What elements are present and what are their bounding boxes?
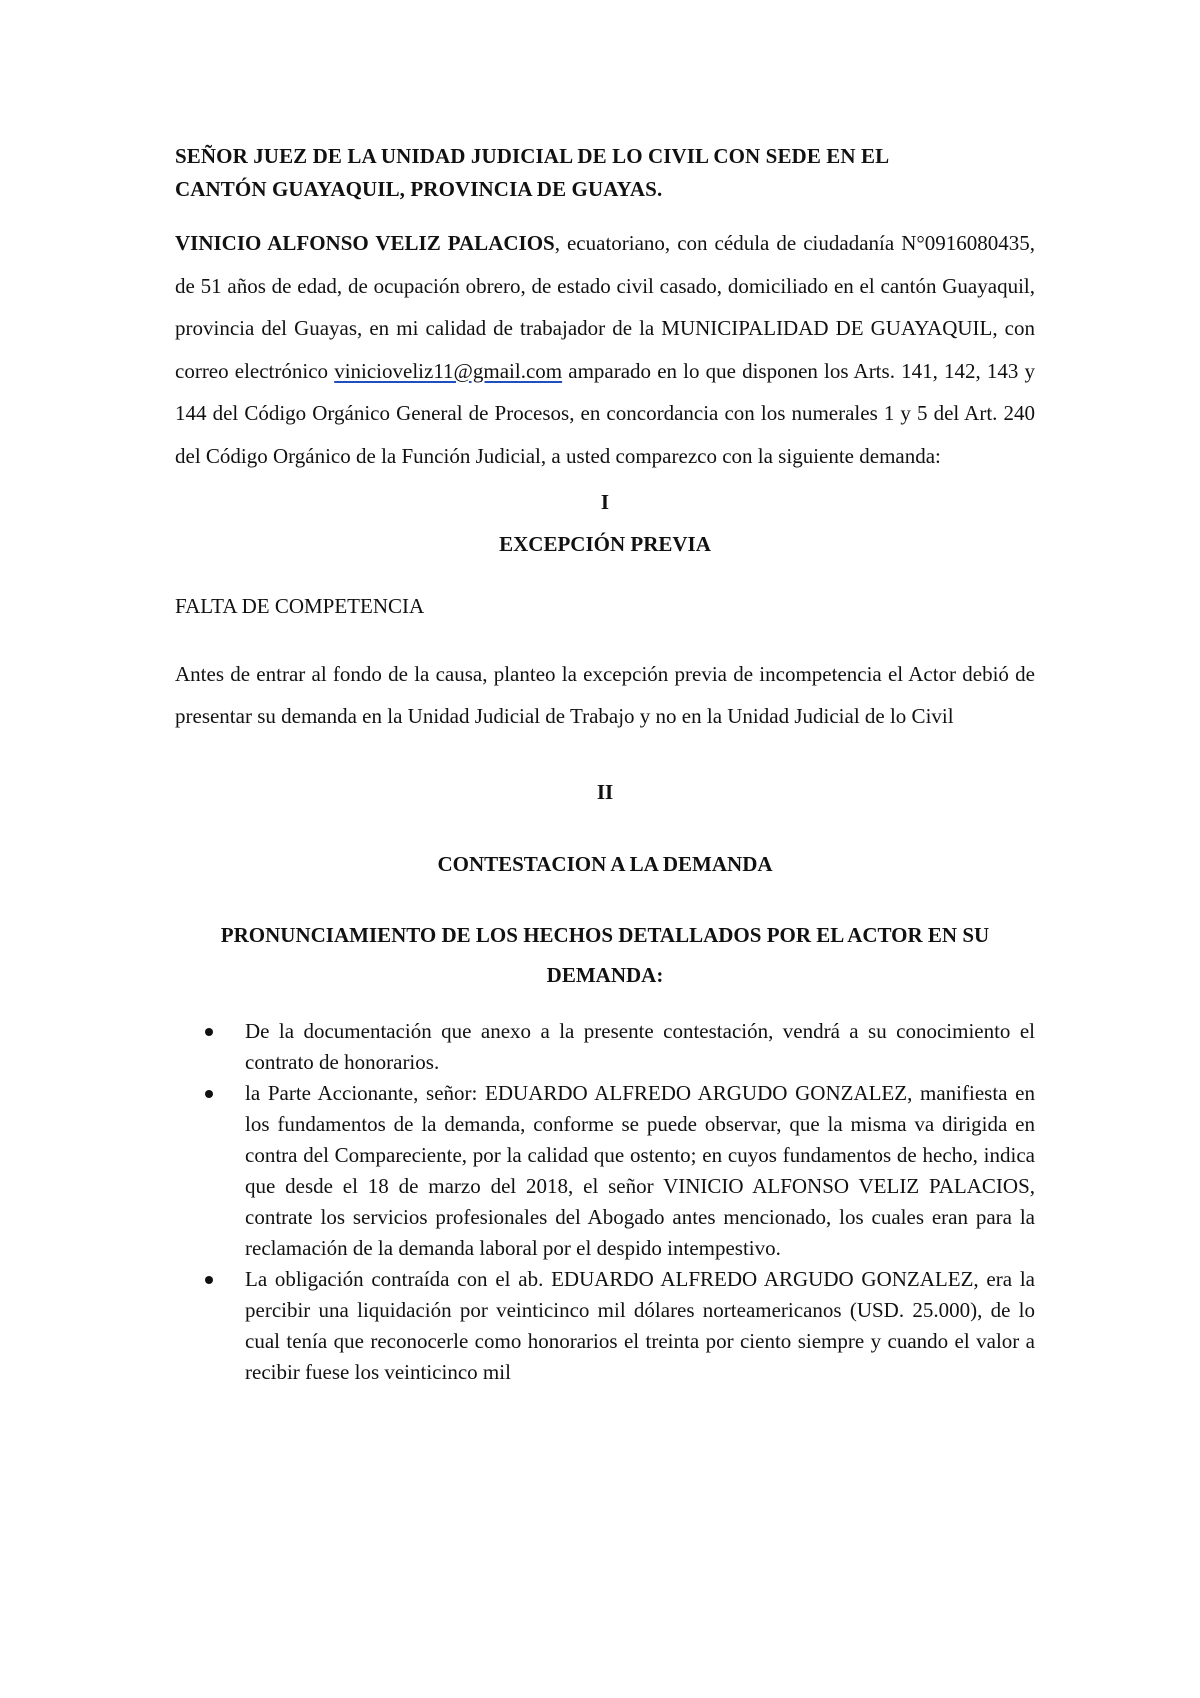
list-item [175,1016,1035,1078]
bullet-icon [205,1028,213,1036]
list-item [175,1078,1035,1264]
intro-text-a: , ecuatoriano, con cédula de ciudadanía N°0916080435, de 51 años de edad, de ocupación obrero, de estado civil casado, domiciliado en el cantón Guayaquil, provincia del Guayas, en mi calidad de trabajador de la MUNICIPALIDAD DE GUAYAQUIL, con correo electrónico [175,231,1036,383]
section-1-title: EXCEPCIÓN PREVIA [499,532,711,556]
section-2-numeral: II [596,780,614,804]
section-1-subtitle: FALTA DE COMPETENCIA [175,594,425,618]
intro-paragraph [175,222,1035,477]
section-2-subtitle: PRONUNCIAMIENTO DE LOS HECHOS DETALLADOS POR EL ACTOR EN SU DEMANDA: [220,923,990,987]
plaintiff-name: VINICIO ALFONSO VELIZ PALACIOS [175,231,555,255]
heading-line-1: SEÑOR JUEZ DE LA UNIDAD JUDICIAL DE LO CIVIL CON SEDE EN EL [175,144,890,168]
email-link[interactable]: vinicioveliz11@gmail.com [334,358,563,383]
section-1-paragraph: Antes de entrar al fondo de la causa, planteo la excepción previa de incompetencia el Actor debió de presentar su demanda en la Unidad Judicial de Trabajo y no en la Unidad Judicial de lo Civil [175,662,1035,728]
list-item-text: De la documentación que anexo a la presente contestación, vendrá a su conocimiento el contrato de honorarios. [245,1019,1035,1074]
document-body [175,140,1035,1388]
section-1-numeral: I [600,490,610,514]
list-item [175,1264,1035,1388]
facts-list [175,1016,1035,1388]
bullet-icon [205,1090,213,1098]
heading-line-2: CANTÓN GUAYAQUIL, PROVINCIA DE GUAYAS. [175,177,663,201]
intro-text-b: amparado en lo que disponen los Arts. 141, 142, 143 y 144 del Código Orgánico General de Procesos, en concordancia con los numerales 1 y 5 del Art. 240 del Código Orgánico de la Función Judicial, a usted comparezco con la siguiente demanda: [175,358,1035,468]
list-item-text: La obligación contraída con el ab. EDUARDO ALFREDO ARGUDO GONZALEZ, era la percibir una liquidación por veinticinco mil dólares norteamericanos (USD. 25.000), de lo cual tenía que reconocerle como honorarios el treinta por ciento siempre y cuando el valor a recibir fuese los veinticinco mil [245,1267,1035,1384]
section-2-title: CONTESTACION A LA DEMANDA [437,852,773,876]
document-heading [175,140,1035,206]
list-item-text: la Parte Accionante, señor: EDUARDO ALFREDO ARGUDO GONZALEZ, manifiesta en los fundamentos de la demanda, conforme se puede observar, que la misma va dirigida en contra del Compareciente, por la calidad que ostento; en cuyos fundamentos de hecho, indica que desde el 18 de marzo del 2018, el señor VINICIO ALFONSO VELIZ PALACIOS, contrate los servicios profesionales del Abogado antes mencionado, los cuales eran para la reclamación de la demanda laboral por el despido intempestivo. [245,1081,1035,1260]
bullet-icon [205,1276,213,1284]
